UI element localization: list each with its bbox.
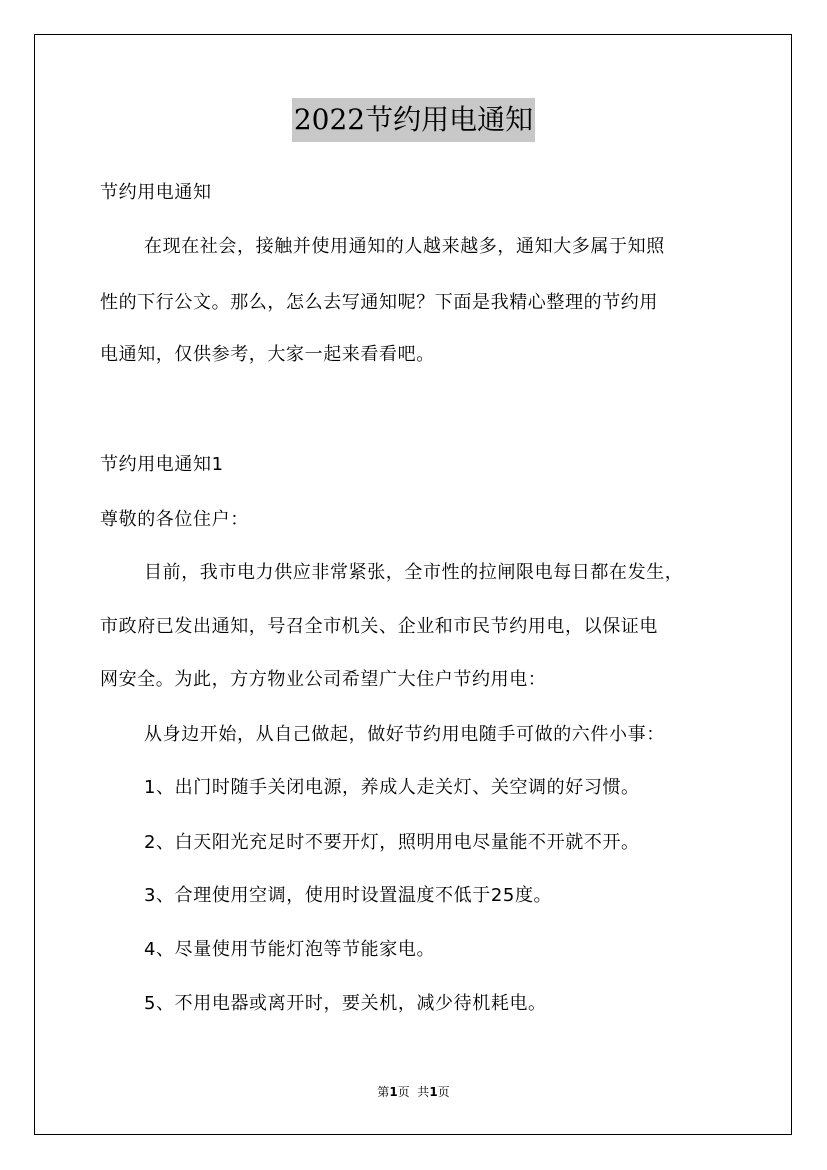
notice-heading: 节约用电通知1 — [100, 454, 224, 475]
page-total: 1 — [429, 1085, 438, 1099]
section-heading: 节约用电通知 — [100, 182, 212, 203]
list-item: 5、不用电器或离开时，要关机，减少待机耗电。 — [144, 993, 547, 1014]
list-item: 4、尽量使用节能灯泡等节能家电。 — [144, 939, 436, 960]
list-item: 2、白天阳光充足时不要开灯，照明用电尽量能不开就不开。 — [144, 832, 640, 853]
paragraph-line: 在现在社会，接触并使用通知的人越来越多，通知大多属于知照 — [144, 236, 665, 257]
paragraph-line: 网安全。为此，方方物业公司希望广大住户节约用电： — [100, 669, 547, 690]
page-prefix: 第 — [377, 1085, 390, 1099]
paragraph-line: 从身边开始，从自己做起，做好节约用电随手可做的六件小事： — [144, 724, 665, 745]
list-item: 3、合理使用空调，使用时设置温度不低于25度。 — [144, 885, 553, 906]
paragraph-line: 市政府已发出通知，号召全市机关、企业和市民节约用电，以保证电 — [100, 616, 658, 637]
document-title: 2022节约用电通知 — [292, 98, 535, 142]
list-item: 1、出门时随手关闭电源，养成人走关灯、关空调的好习惯。 — [144, 777, 640, 798]
title-container — [0, 98, 827, 142]
page-current: 1 — [389, 1085, 398, 1099]
paragraph-line: 性的下行公文。那么，怎么去写通知呢？下面是我精心整理的节约用 — [100, 292, 658, 313]
paragraph-line: 电通知，仅供参考，大家一起来看看吧。 — [100, 344, 435, 365]
page-mid: 页 共 — [397, 1085, 430, 1099]
paragraph-line: 目前，我市电力供应非常紧张，全市性的拉闸限电每日都在发生， — [144, 562, 684, 583]
page-suffix: 页 — [437, 1085, 450, 1099]
salutation: 尊敬的各位住户： — [100, 509, 249, 530]
page-footer — [0, 1082, 827, 1102]
